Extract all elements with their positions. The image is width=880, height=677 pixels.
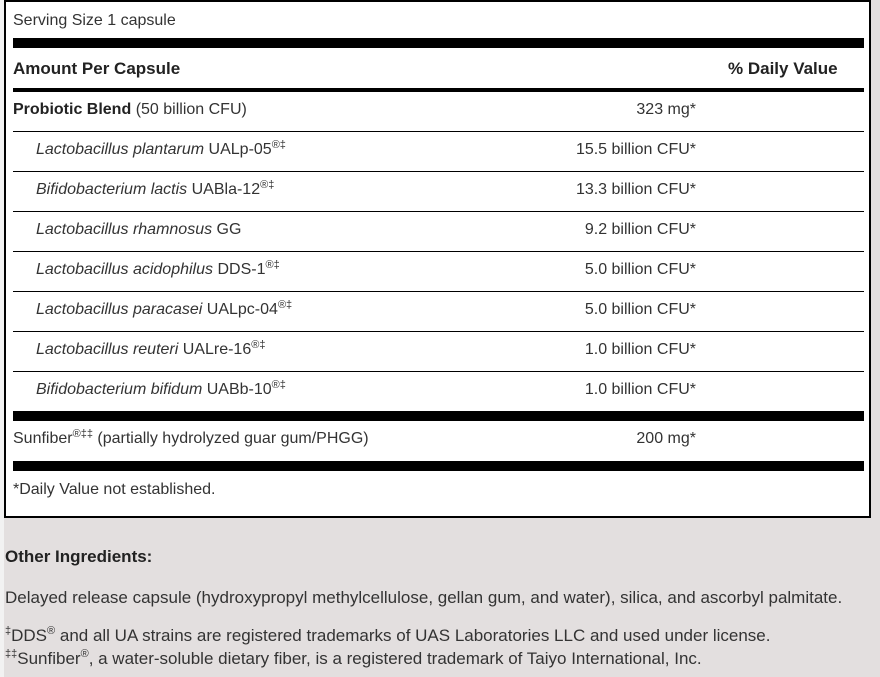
thick-divider — [13, 38, 864, 48]
strain-amount: 13.3 billion CFU* — [575, 181, 696, 198]
strain-species: Lactobacillus acidophilus — [36, 261, 213, 278]
thick-divider — [13, 461, 864, 471]
strain-species: Lactobacillus plantarum — [36, 141, 205, 158]
column-header — [13, 48, 864, 88]
strain-amount: 15.5 billion CFU* — [575, 141, 696, 158]
brand-name: Sunfiber — [17, 649, 81, 668]
serving-size — [13, 2, 864, 38]
strain-row — [13, 372, 864, 411]
trademark-marks: ®‡ — [271, 379, 286, 391]
strain-amount: 5.0 billion CFU* — [584, 261, 696, 278]
sunfiber-row — [13, 421, 864, 461]
probiotic-blend-row — [13, 92, 864, 131]
registered-mark: ® — [47, 625, 56, 637]
trademark-text: and all UA strains are registered trademarks of UAS Laboratories LLC and used under license. — [55, 626, 771, 645]
registered-mark: ® — [80, 648, 89, 660]
strain-row — [13, 132, 864, 171]
blend-amount: 323 mg* — [636, 101, 696, 118]
strain-amount: 5.0 billion CFU* — [584, 301, 696, 318]
strain-species: Lactobacillus rhamnosus — [36, 221, 213, 238]
blend-detail: (50 billion CFU) — [135, 101, 247, 118]
strain-id: GG — [216, 221, 242, 238]
strain-row — [13, 212, 864, 251]
trademark-marks: ®‡ — [265, 259, 280, 271]
trademark-marks: ®‡ — [260, 179, 275, 191]
footnote-mark: ‡‡ — [5, 648, 18, 660]
strain-row — [13, 332, 864, 371]
strain-species: Lactobacillus reuteri — [36, 341, 179, 358]
daily-value-label: % Daily Value — [728, 59, 838, 78]
trademark-text: , a water-soluble dietary fiber, is a registered trademark of Taiyo International, Inc. — [88, 649, 702, 668]
trademark-marks: ®‡‡ — [72, 428, 93, 440]
strain-id: UALre-16 — [182, 341, 252, 358]
trademark-marks: ®‡ — [277, 299, 293, 311]
strain-id: DDS-1 — [217, 261, 266, 278]
strain-row — [13, 292, 864, 331]
strain-amount: 9.2 billion CFU* — [584, 221, 696, 238]
thick-divider — [13, 411, 864, 421]
strain-row — [13, 252, 864, 291]
daily-value-note-text: *Daily Value not established. — [13, 481, 216, 498]
serving-size-text: Serving Size 1 capsule — [13, 12, 176, 29]
brand-name: DDS — [11, 626, 48, 645]
strain-species: Lactobacillus paracasei — [36, 301, 203, 318]
strain-id: UALpc-04 — [206, 301, 278, 318]
amount-per-capsule-label: Amount Per Capsule — [13, 59, 181, 78]
daily-value-note — [13, 471, 864, 509]
trademark-note — [5, 626, 770, 646]
strain-id: UABla-12 — [191, 181, 261, 198]
strain-id: UABb-10 — [206, 381, 272, 398]
supplement-facts-panel — [4, 0, 871, 518]
strain-id: UALp-05 — [208, 141, 272, 158]
sunfiber-detail: (partially hydrolyzed guar gum/PHGG) — [97, 430, 369, 447]
sunfiber-name: Sunfiber — [13, 430, 73, 447]
trademark-marks: ®‡ — [271, 139, 286, 151]
strain-amount: 1.0 billion CFU* — [584, 341, 696, 358]
sunfiber-amount: 200 mg* — [636, 430, 696, 447]
strain-species: Bifidobacterium bifidum — [36, 381, 203, 398]
trademark-marks: ®‡ — [251, 339, 266, 351]
strain-amount: 1.0 billion CFU* — [584, 381, 696, 398]
blend-name: Probiotic Blend — [13, 101, 132, 118]
other-ingredients-text: Delayed release capsule (hydroxypropyl methylcellulose, gellan gum, and water), silica, and ascorbyl palmitate. — [5, 588, 843, 607]
strain-species: Bifidobacterium lactis — [36, 181, 188, 198]
trademark-note — [5, 649, 702, 669]
other-ingredients-title: Other Ingredients: — [5, 547, 153, 566]
footnote-mark: ‡ — [5, 625, 12, 637]
strain-row — [13, 172, 864, 211]
